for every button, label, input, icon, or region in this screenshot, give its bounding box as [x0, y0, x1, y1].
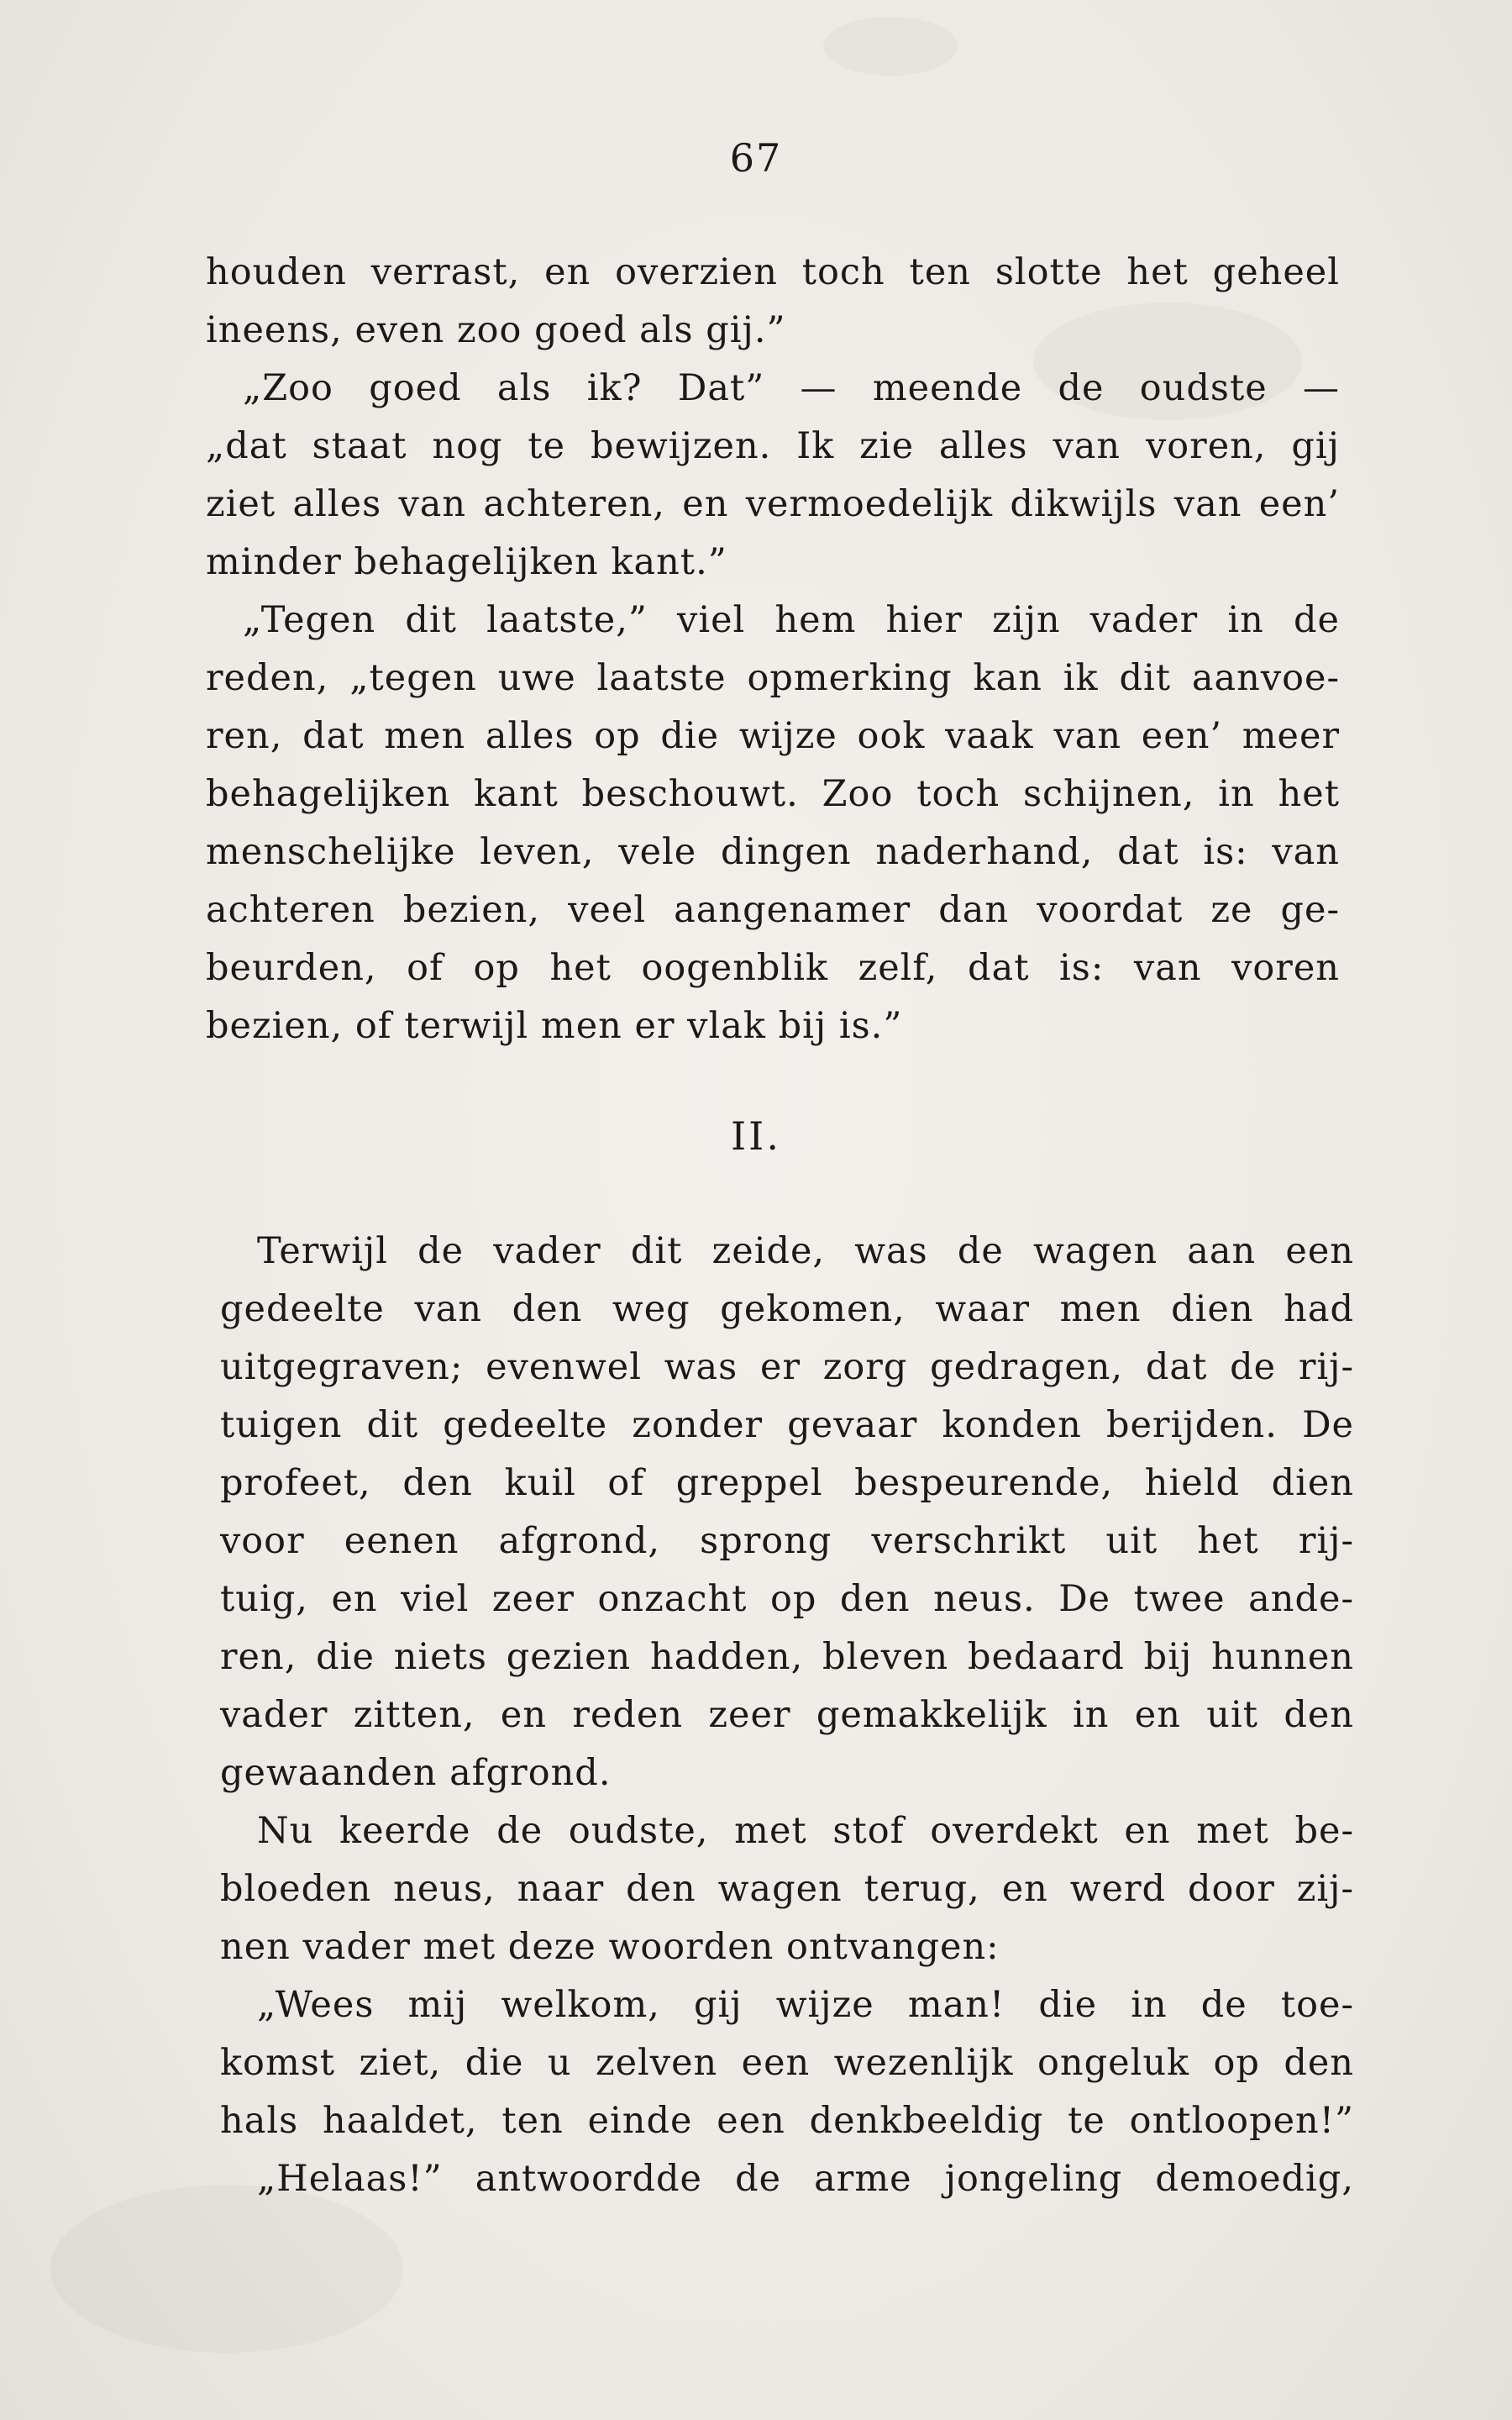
- text-line: „Zoo goed als ik? Dat” — meende de oudste —: [206, 367, 1340, 409]
- text-line: komst ziet, die u zelven een wezenlijk ongeluk op den: [220, 2042, 1354, 2084]
- text-line: „Helaas!” antwoordde de arme jongeling demoedig,: [220, 2158, 1354, 2200]
- text-line: nen vader met deze woorden ontvangen:: [220, 1926, 1000, 1968]
- text-line: bloeden neus, naar den wagen terug, en werd door zij-: [220, 1868, 1354, 1910]
- text-line: beurden, of op het oogenblik zelf, dat is: van voren: [206, 947, 1340, 989]
- text-line: „Wees mij welkom, gij wijze man! die in de toe-: [220, 1984, 1354, 2026]
- text-line: ren, dat men alles op die wijze ook vaak van een’ meer: [206, 715, 1340, 757]
- text-line: uitgegraven; evenwel was er zorg gedragen, dat de rij-: [220, 1346, 1354, 1388]
- text-line: „dat staat nog te bewijzen. Ik zie alles van voren, gij: [206, 425, 1340, 467]
- page-number: 67: [729, 135, 783, 181]
- text-line: reden, „tegen uwe laatste opmerking kan ik dit aanvoe-: [206, 657, 1340, 699]
- text-line: houden verrast, en overzien toch ten slotte het geheel: [206, 251, 1340, 293]
- text-line: profeet, den kuil of greppel bespeurende, hield dien: [220, 1462, 1354, 1504]
- text-line: gedeelte van den weg gekomen, waar men dien had: [220, 1288, 1354, 1330]
- text-line: voor eenen afgrond, sprong verschrikt uit het rij-: [220, 1520, 1354, 1562]
- text-line: bezien, of terwijl men er vlak bij is.”: [206, 1005, 903, 1047]
- section-heading: II.: [731, 1113, 781, 1159]
- text-line: gewaanden afgrond.: [220, 1752, 612, 1794]
- text-line: ren, die niets gezien hadden, bleven bedaard bij hunnen: [220, 1636, 1354, 1678]
- text-line: behagelijken kant beschouwt. Zoo toch schijnen, in het: [206, 773, 1340, 815]
- paper-stain: [50, 2185, 403, 2353]
- text-line: minder behagelijken kant.”: [206, 541, 727, 583]
- text-line: achteren bezien, veel aangenamer dan voordat ze ge-: [206, 889, 1340, 931]
- text-line: ineens, even zoo goed als gij.”: [206, 309, 786, 351]
- paper-stain: [823, 17, 958, 76]
- text-line: ziet alles van achteren, en vermoedelijk dikwijls van een’: [206, 483, 1340, 525]
- text-line: Terwijl de vader dit zeide, was de wagen aan een: [220, 1230, 1354, 1272]
- text-line: menschelijke leven, vele dingen naderhand, dat is: van: [206, 831, 1340, 873]
- text-line: Nu keerde de oudste, met stof overdekt en met be-: [220, 1810, 1354, 1852]
- body-text-after-section: [220, 1223, 1354, 2208]
- text-line: tuig, en viel zeer onzacht op den neus. De twee ande-: [220, 1578, 1354, 1620]
- text-line: hals haaldet, ten einde een denkbeeldig te ontloopen!”: [220, 2100, 1354, 2142]
- text-line: vader zitten, en reden zeer gemakkelijk in en uit den: [220, 1694, 1354, 1736]
- text-line: tuigen dit gedeelte zonder gevaar konden berijden. De: [220, 1404, 1354, 1446]
- text-line: „Tegen dit laatste,” viel hem hier zijn vader in de: [206, 599, 1340, 641]
- body-text-before-section: [206, 244, 1340, 1055]
